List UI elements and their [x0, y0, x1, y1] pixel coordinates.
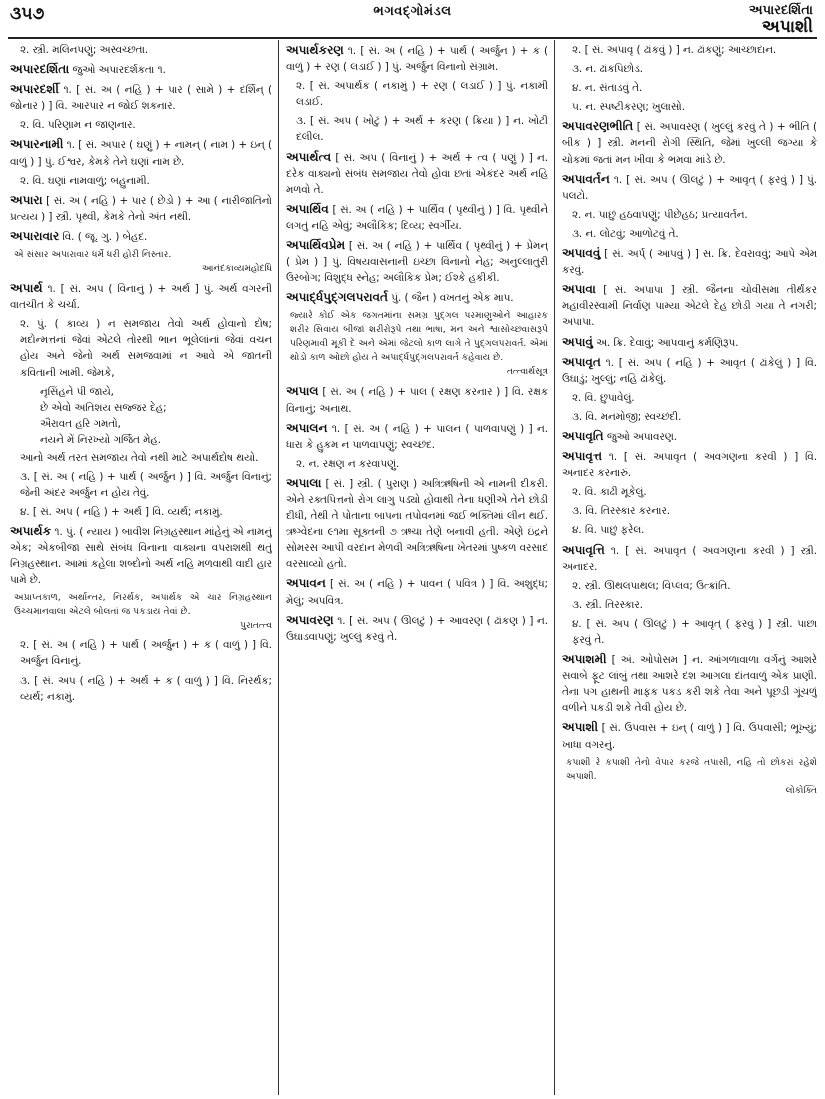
- entry-headword: અપાશી: [562, 720, 599, 735]
- sense-definition: ૨. [ સં. અપાર્થક ( નકામું ) + રણ ( લડાઈ ) ] પું. નકામી લડાઈ.: [296, 80, 548, 109]
- entry-definition: [ સં. ઉપવાસ + ઇન્ ( વાળું ) ] વિ. ઉપવાસી; ભૂખ્યું; ખાધા વગરનું.: [562, 722, 817, 751]
- entry-headword: અપાલ: [286, 384, 319, 399]
- entry-headword: અપાર્થિવપ્રેમ: [286, 238, 346, 253]
- dictionary-entry: [562, 245, 817, 278]
- quote-source: લોકોક્તિ: [785, 785, 817, 796]
- entry-headword: અપારદર્શી: [10, 82, 59, 97]
- dictionary-entry: [10, 280, 272, 313]
- entry-definition: ૧. [ સં. અપ ( ઊલટું ) + આવૃત્ ( ફરવું ) ] પું. પલટો.: [562, 173, 817, 202]
- sense-definition: ૫. ન. સ્પષ્ટીકરણ; ખુલાસો.: [572, 101, 686, 114]
- entry-headword: અપાર્થક: [10, 523, 52, 538]
- sense-definition: ૩. [ સં. અપ ( ખોટું ) + અર્થ + કરણ ( ક્રિયા ) ] ન. ખોટી દલીલ.: [296, 115, 548, 144]
- dictionary-entry: [286, 201, 548, 234]
- quote-text: કપાશી રે કપાશી તેનો વેપાર કરજે તપાસી, નહિ તો છોકરાં રહેશે અપાશી.: [566, 756, 817, 782]
- dictionary-column-1: [10, 42, 272, 1092]
- dictionary-entry: [286, 149, 548, 198]
- entry-definition: [ સં. અપાવરણ ( ખુલ્લું કરવું તે ) + ભીતિ ( બીક ) ] સ્ત્રી. મનની રોગી સ્થિતિ, જેમાં ખુલ્લી જગ્યા કે ચોકમાં જતાં મન ખીવા કે ભમવા માંડે છે.: [562, 121, 817, 166]
- entry-headword: અપાલન: [286, 420, 328, 435]
- last-guide-word: અપાશી: [761, 17, 813, 37]
- dictionary-entry: [10, 81, 272, 114]
- guide-words: [749, 2, 813, 36]
- quote-source: તત્ત્વાર્થસૂત્ર: [506, 367, 548, 378]
- entry-definition: પું. ( જૈન ) વખતનું એક માપ.: [388, 292, 514, 305]
- entry-headword: અપાર્થકરણ: [286, 43, 344, 57]
- dictionary-entry: [562, 448, 817, 481]
- dictionary-entry: [562, 281, 817, 330]
- book-title: ભગવદ્ગોમંડલ: [373, 4, 452, 19]
- dictionary-entry: [10, 136, 272, 169]
- entry-headword: અપાવૃતિ: [562, 428, 604, 443]
- entry-headword: અપાવરણભીતિ: [562, 119, 634, 134]
- entry-definition: ૧. [ સં. અ ( નહિ ) + પાર ( સામે ) + દર્શિન્ ( જોનાર ) ] વિ. આરપાર ન જોઈ શકનાર.: [10, 84, 272, 113]
- dictionary-entry: [286, 289, 548, 306]
- entry-headword: અપાવું: [562, 334, 593, 349]
- dictionary-entry: [286, 612, 548, 645]
- entry-definition: ૧. [ સં. અપાર ( ઘણું ) + નામન્ ( નામ ) + ઇન્ ( વાળું ) ] પું. ઈશ્વર, કેમકે તેને ઘણાં નામ છે.: [10, 139, 272, 168]
- dictionary-entry: [562, 171, 817, 204]
- sense-definition: ૨. સ્ત્રી. ઊથલપાથલ; વિપ્લવ; ઉત્ક્રાંતિ.: [572, 579, 731, 592]
- entry-definition: ૧. [ સં. અપ ( નહિ ) + આવૃત ( ઢાંકેલું ) ] વિ. ઉઘાડું; ખુલ્લું; નહિ ઢાંકેલું.: [562, 356, 817, 385]
- sense-definition: ૪. [ સં. અપ ( નહિ ) + અર્થ ] વિ. વ્યર્થ; નકામું.: [20, 505, 223, 518]
- dictionary-entry: [286, 575, 548, 608]
- quote-text: અપ્રાપ્તકાળ, અર્થાન્તર, નિરર્થક, અપાર્થક એ ચાર નિગ્રહસ્થાન ઉચ્ચમાનવાલા એટલે બોલતાં જ પકડાય તેવાં છે.: [14, 592, 272, 618]
- entry-headword: અપાર્દ્ધપુદ્ગલપરાવર્ત: [286, 290, 388, 305]
- dictionary-entry: [286, 420, 548, 453]
- entry-headword: અપારાવાર: [10, 228, 60, 243]
- sense-definition: ૨. વિ. ઘણાં નામવાળું; બહુનામી.: [20, 174, 150, 187]
- entry-headword: અપાર્થ: [10, 281, 43, 296]
- entry-definition: જુઓ અપારદર્શકતા ૧.: [69, 64, 166, 77]
- dictionary-entry: [562, 428, 817, 445]
- dictionary-column-3: [562, 42, 817, 1092]
- dictionary-entry: [286, 237, 548, 286]
- dictionary-entry: [562, 118, 817, 167]
- sense-definition: ૪. ન. સંતાડવું તે.: [572, 82, 643, 95]
- dictionary-entry: [10, 523, 272, 588]
- entry-definition: ૧. [ સં. અપાવૃત ( અવગણના કરવી ) ] સ્ત્રી. અનાદર.: [562, 544, 817, 573]
- entry-headword: અપાવૃત્ત: [562, 449, 603, 464]
- entry-definition: [ સં. અ ( નહિ ) + પાર્થિવ ( પૃથ્વીનું ) + પ્રેમન્ ( પ્રેમ ) ] પું. વિષયવાસનાની ઇચ્છા વિનાનો નેહ; અનુલ્લાતુરી ઉરબોગ; વિશુદ્ધ સ્નેહ; અલૌકિક પ્રેમ; ઈશ્કે હકીકી.: [286, 240, 548, 285]
- dictionary-entry: [286, 475, 548, 573]
- entry-headword: અપાવવું: [562, 246, 601, 261]
- entry-headword: અપારનામી: [10, 137, 64, 152]
- page-number: ૩૫૭: [10, 4, 45, 24]
- entry-definition: અ. ક્રિ. દેવાવું; આપવાનું કર્મણિરૂપ.: [592, 336, 739, 349]
- sense-definition: ૩. સ્ત્રી. તિરસ્કાર.: [572, 598, 644, 611]
- citation-quote: [14, 591, 272, 633]
- entry-definition: [ સં. અર્પ્ ( આપવું ) ] સ. ક્રિ. દેવરાવવું; આપે એમ કરવું.: [562, 248, 817, 277]
- sense-definition: ૨. ન. રક્ષણ ન કરવાપણું.: [296, 457, 400, 470]
- entry-headword: અપાવન: [286, 576, 326, 591]
- entry-definition: ૧. પું. ( ન્યાય ) બાવીશ નિગ્રહસ્થાન માંહેનું એ નામનું એક; એકબીજા સાથે સંબંધ વિનાના વાક્યના વપરાશથી થતું નિગ્રહસ્થાન. આમાં કહેલા શબ્દોનો અર્થ નહિ મળવાથી વાદી હાર પામે છે.: [10, 525, 272, 587]
- dictionary-entry: [562, 651, 817, 716]
- verse-example: [40, 384, 272, 448]
- dictionary-entry: [562, 719, 817, 752]
- verse-line: છે એવો અતિશય સજ્જર દેહ;: [40, 401, 167, 414]
- entry-definition: [ સં. અ ( નહિ ) + પાર્થિવ ( પૃથ્વીનું ) ] વિ. પૃથ્વીને લગતું નહિ એવું; અલૌકિક; દિવ્ય; સ્વર્ગીય.: [286, 203, 548, 232]
- quote-source: પુરાતત્ત્વ: [240, 621, 272, 632]
- verse-line: નૃસિંહને પી જાયે,: [40, 385, 114, 398]
- header-rule: [8, 37, 817, 39]
- entry-definition: [ સં. અ ( નહિ ) + પાવન ( પવિત્ર ) ] વિ. અશુદ્ધ; મેલું; અપવિત્ર.: [286, 578, 548, 607]
- entry-definition: [ સં. અ ( નહિ ) + પાર ( છેડો ) + આ ( નારીજાતિનો પ્રત્યય ) ] સ્ત્રી. પૃથ્વી, કેમકે તેનો અંત નથી.: [10, 194, 272, 223]
- sense-definition: ૩. વિ. મનમોજી; સ્વચ્છંદી.: [572, 410, 682, 423]
- dictionary-entry: [562, 334, 817, 351]
- sense-definition: ૨. વિ. છુપાવેલું.: [572, 391, 635, 404]
- entry-headword: અપાવા: [562, 282, 596, 297]
- dictionary-entry: [286, 383, 548, 416]
- sense-definition: ૩. ન. ઢાંકપિછોડ.: [572, 63, 644, 76]
- entry-headword: અપાલા: [286, 475, 322, 490]
- entry-headword: અપાવૃત: [562, 354, 601, 369]
- entry-headword: અપાર્થિવ: [286, 201, 329, 216]
- dictionary-column-2: [286, 42, 548, 1092]
- sense-definition: આનો અર્થ તરત સમજાય તેવો નથી માટે અપાર્થદોષ થયો.: [20, 451, 259, 464]
- sense-definition: ૩. [ સં. અ ( નહિ ) + પાર્થ ( અર્જુન ) ] વિ. અર્જુન વિનાનું; જેની અંદર અર્જુન ન હોય તેવું.: [20, 470, 272, 499]
- sense-definition: ૩. ન. લોટવું; આળોટવું તે.: [572, 227, 679, 240]
- entry-definition: ૧. [ સં. અ ( નહિ ) + પાર્થ ( અર્જુન ) + ક ( વાળું ) + રણ ( લડાઈ ) ] પું. અર્જુન વિનાનો સંગ્રામ.: [286, 45, 548, 74]
- entry-headword: અપાર્થત્વ: [286, 149, 332, 164]
- entry-definition: ૧. [ સં. અપ ( વિનાનું ) + અર્થ ] પું. અર્થ વગરની વાતચીત કે ચર્ચા.: [10, 283, 272, 312]
- dictionary-entry: [286, 42, 548, 75]
- sense-definition: ૨. વિ. કાઢી મૂકેલું.: [572, 486, 647, 499]
- entry-headword: અપાશમી: [562, 652, 607, 667]
- verse-line: ઐરાવત હરિ ગમતો,: [40, 417, 121, 430]
- entry-headword: અપાવૃત્તિ: [562, 542, 605, 557]
- first-guide-word: અપારદર્શિતા: [748, 3, 813, 18]
- entry-definition: વિ. ( જૂ. ગુ. ) બેહદ.: [59, 230, 148, 243]
- sense-definition: ૨. [ સં. અપાવૃ ( ઢાંકવું ) ] ન. ઢાંકણું; આચ્છાદાન.: [572, 44, 777, 56]
- entry-headword: અપારા: [10, 192, 43, 207]
- verse-line: નયને મેં નિરખ્યો ગર્જિત મેહ.: [40, 433, 161, 446]
- page-header: [0, 0, 825, 37]
- entry-definition: ૧. [ સં. અપ ( ઊલટું ) + આવરણ ( ઢાંકણ ) ] ન. ઉઘાડવાપણું; ખુલ્લું કરવું તે.: [286, 614, 548, 643]
- entry-headword: અપાવરણ: [286, 612, 334, 627]
- entry-definition: [ સં. અ ( નહિ ) + પાલ ( રક્ષણ કરનાર ) ] વિ. રક્ષક વિનાનું; અનાથ.: [286, 386, 548, 415]
- dictionary-entry: [562, 354, 817, 387]
- dictionary-entry: [562, 542, 817, 575]
- quote-source: આનંદકાવ્યમહોદધિ: [201, 264, 272, 275]
- column-divider: [554, 40, 555, 1095]
- sense-definition: ૩. [ સં. અપ ( નહિ ) + અર્થ + ક ( વાળું ) ] વિ. નિરર્થક; વ્યર્થ; નકામું.: [20, 674, 272, 703]
- quote-text: જ્યારે કોઈ એક જગતમાંના સમગ્ર પુદ્ગલ પરમાણુઓને આહારક શરીર સિવાય બીજાં શરીરોરૂપે તથા ભાષા, મન અને શ્વાસોચ્છ્વાસરૂપે પરિણમાવી મૂકી દે અને એમાં જેટલો કાળ લાગે તે પુદ્ગલપરાવર્ત. એમાં થોડો કાળ ઓછો હોય તે અપાર્દ્ધપુદ્ગલપરાવર્ત કહેવાય છે.: [290, 310, 548, 364]
- sense-definition: ૪. વિ. પાછું ફરેલ.: [572, 524, 645, 537]
- quote-text: એ સંસાર અપારાવાર ધર્મે ધરી હોરી નિસ્તાર.: [14, 249, 172, 261]
- entry-definition: [ અં. ઓપોસમ ] ન. આંગળાવાળા વર્ગનું આશરે સવાબે ફૂટ લાંબું તથા આશરે દશ આગલા દાંતવાળું એક પ્રાણી. તેના પગ હાથની માફક પકડ કરી શકે તેવા અને પૂછડી ગૂંચળું વળીને પકડી શકે તેવી હોય છે.: [562, 654, 817, 715]
- entry-definition: ૧. [ સં. અપાવૃત ( અવગણના કરવી ) ] વિ. અનાદર કરનારું.: [562, 451, 817, 480]
- entry-headword: અપાવર્તન: [562, 171, 610, 186]
- citation-quote: [566, 756, 817, 798]
- entry-headword: અપારદર્શિતા: [10, 62, 70, 77]
- entry-definition: [ સં. અપાપા ] સ્ત્રી. જૈનના ચોવીસમા તીર્થંકર મહાવીરસ્વામી નિર્વાણ પામ્યા એટલે દેહ છોડી ગયા તે નગરી; અપાપા.: [562, 284, 817, 329]
- entry-definition: [ સં. અપ ( વિનાનું ) + અર્થ + ત્વ ( પણું ) ] ન. દરેક વાક્યનો સંબંધ સમજાય તેવો હોવા છતાં એકંદર અર્થ નહિ મળવો તે.: [286, 151, 548, 196]
- entry-definition: જુઓ અપાવરણ.: [603, 430, 677, 443]
- sense-definition: ૪. [ સં. અપ ( ઊલટું ) + આવૃત્ ( ફરવું ) ] સ્ત્રી. પાછા ફરવું તે.: [572, 617, 817, 646]
- citation-quote: [14, 248, 272, 276]
- sense-definition: ૨. ન. પાછું હઠવાપણું; પીછેહઠ; પ્રત્યાવર્તન.: [572, 208, 748, 221]
- column-divider: [278, 40, 279, 1095]
- dictionary-entry: [10, 228, 272, 245]
- citation-quote: [290, 309, 548, 379]
- dictionary-entry: [10, 61, 272, 78]
- dictionary-entry: [10, 192, 272, 225]
- sense-definition: ૨. પું. ( કાવ્ય ) ન સમજાય તેવો અર્થ હોવાનો દોષ; મદોન્મત્તનાં જેવાં એટલે તોરથી ભાન ભૂલેલાંનાં જેવાં વચન હોય અને જેનો અર્થ સમજવામાં ન આવે એ જાતની કવિતાની ખામી. જેમકે,: [20, 318, 272, 379]
- sense-definition: ૨. સ્ત્રી. મલિનપણું; અસ્વચ્છતા.: [20, 44, 149, 56]
- entry-definition: ૧. [ સં. અ ( નહિ ) + પાલન ( પાળવાપણું ) ] ન. ધારા કે હુકમ ન પાળવાપણું; સ્વચ્છંદ.: [286, 422, 548, 451]
- sense-definition: ૨. [ સં. અ ( નહિ ) + પાર્થ ( અર્જુન ) + ક ( વાળું ) ] વિ. અર્જુન વિનાનું.: [20, 639, 272, 668]
- entry-definition: [ સં. ] સ્ત્રી. ( પુરાણ ) અત્રિઋષિની એ નામની દીકરી. એને રક્તપિત્તનો રોગ લાગુ પડ્યો હોવાથી તેના ધણીએ તેને છોડી દીધી, તેથી તે પોતાના બાપના તપોવનમાં જઈ ભક્તિમાં લીન થઈ. ઋગ્વેદના ૯૧મા સૂક્તની ૭ ઋચા તેણે બનાવી હતી. એણે ઇંદ્રને સોમરસ આપી વરદાન મેળવી અત્રિઋષિના ખેતરમાં પુષ્કળ વરસાદ વરસાવ્યો હતો.: [286, 477, 548, 571]
- sense-definition: ૨. વિ. પરિણામ ન જાણનાર.: [20, 119, 136, 132]
- sense-definition: ૩. વિ. તિરસ્કાર કરનાર.: [572, 505, 671, 518]
